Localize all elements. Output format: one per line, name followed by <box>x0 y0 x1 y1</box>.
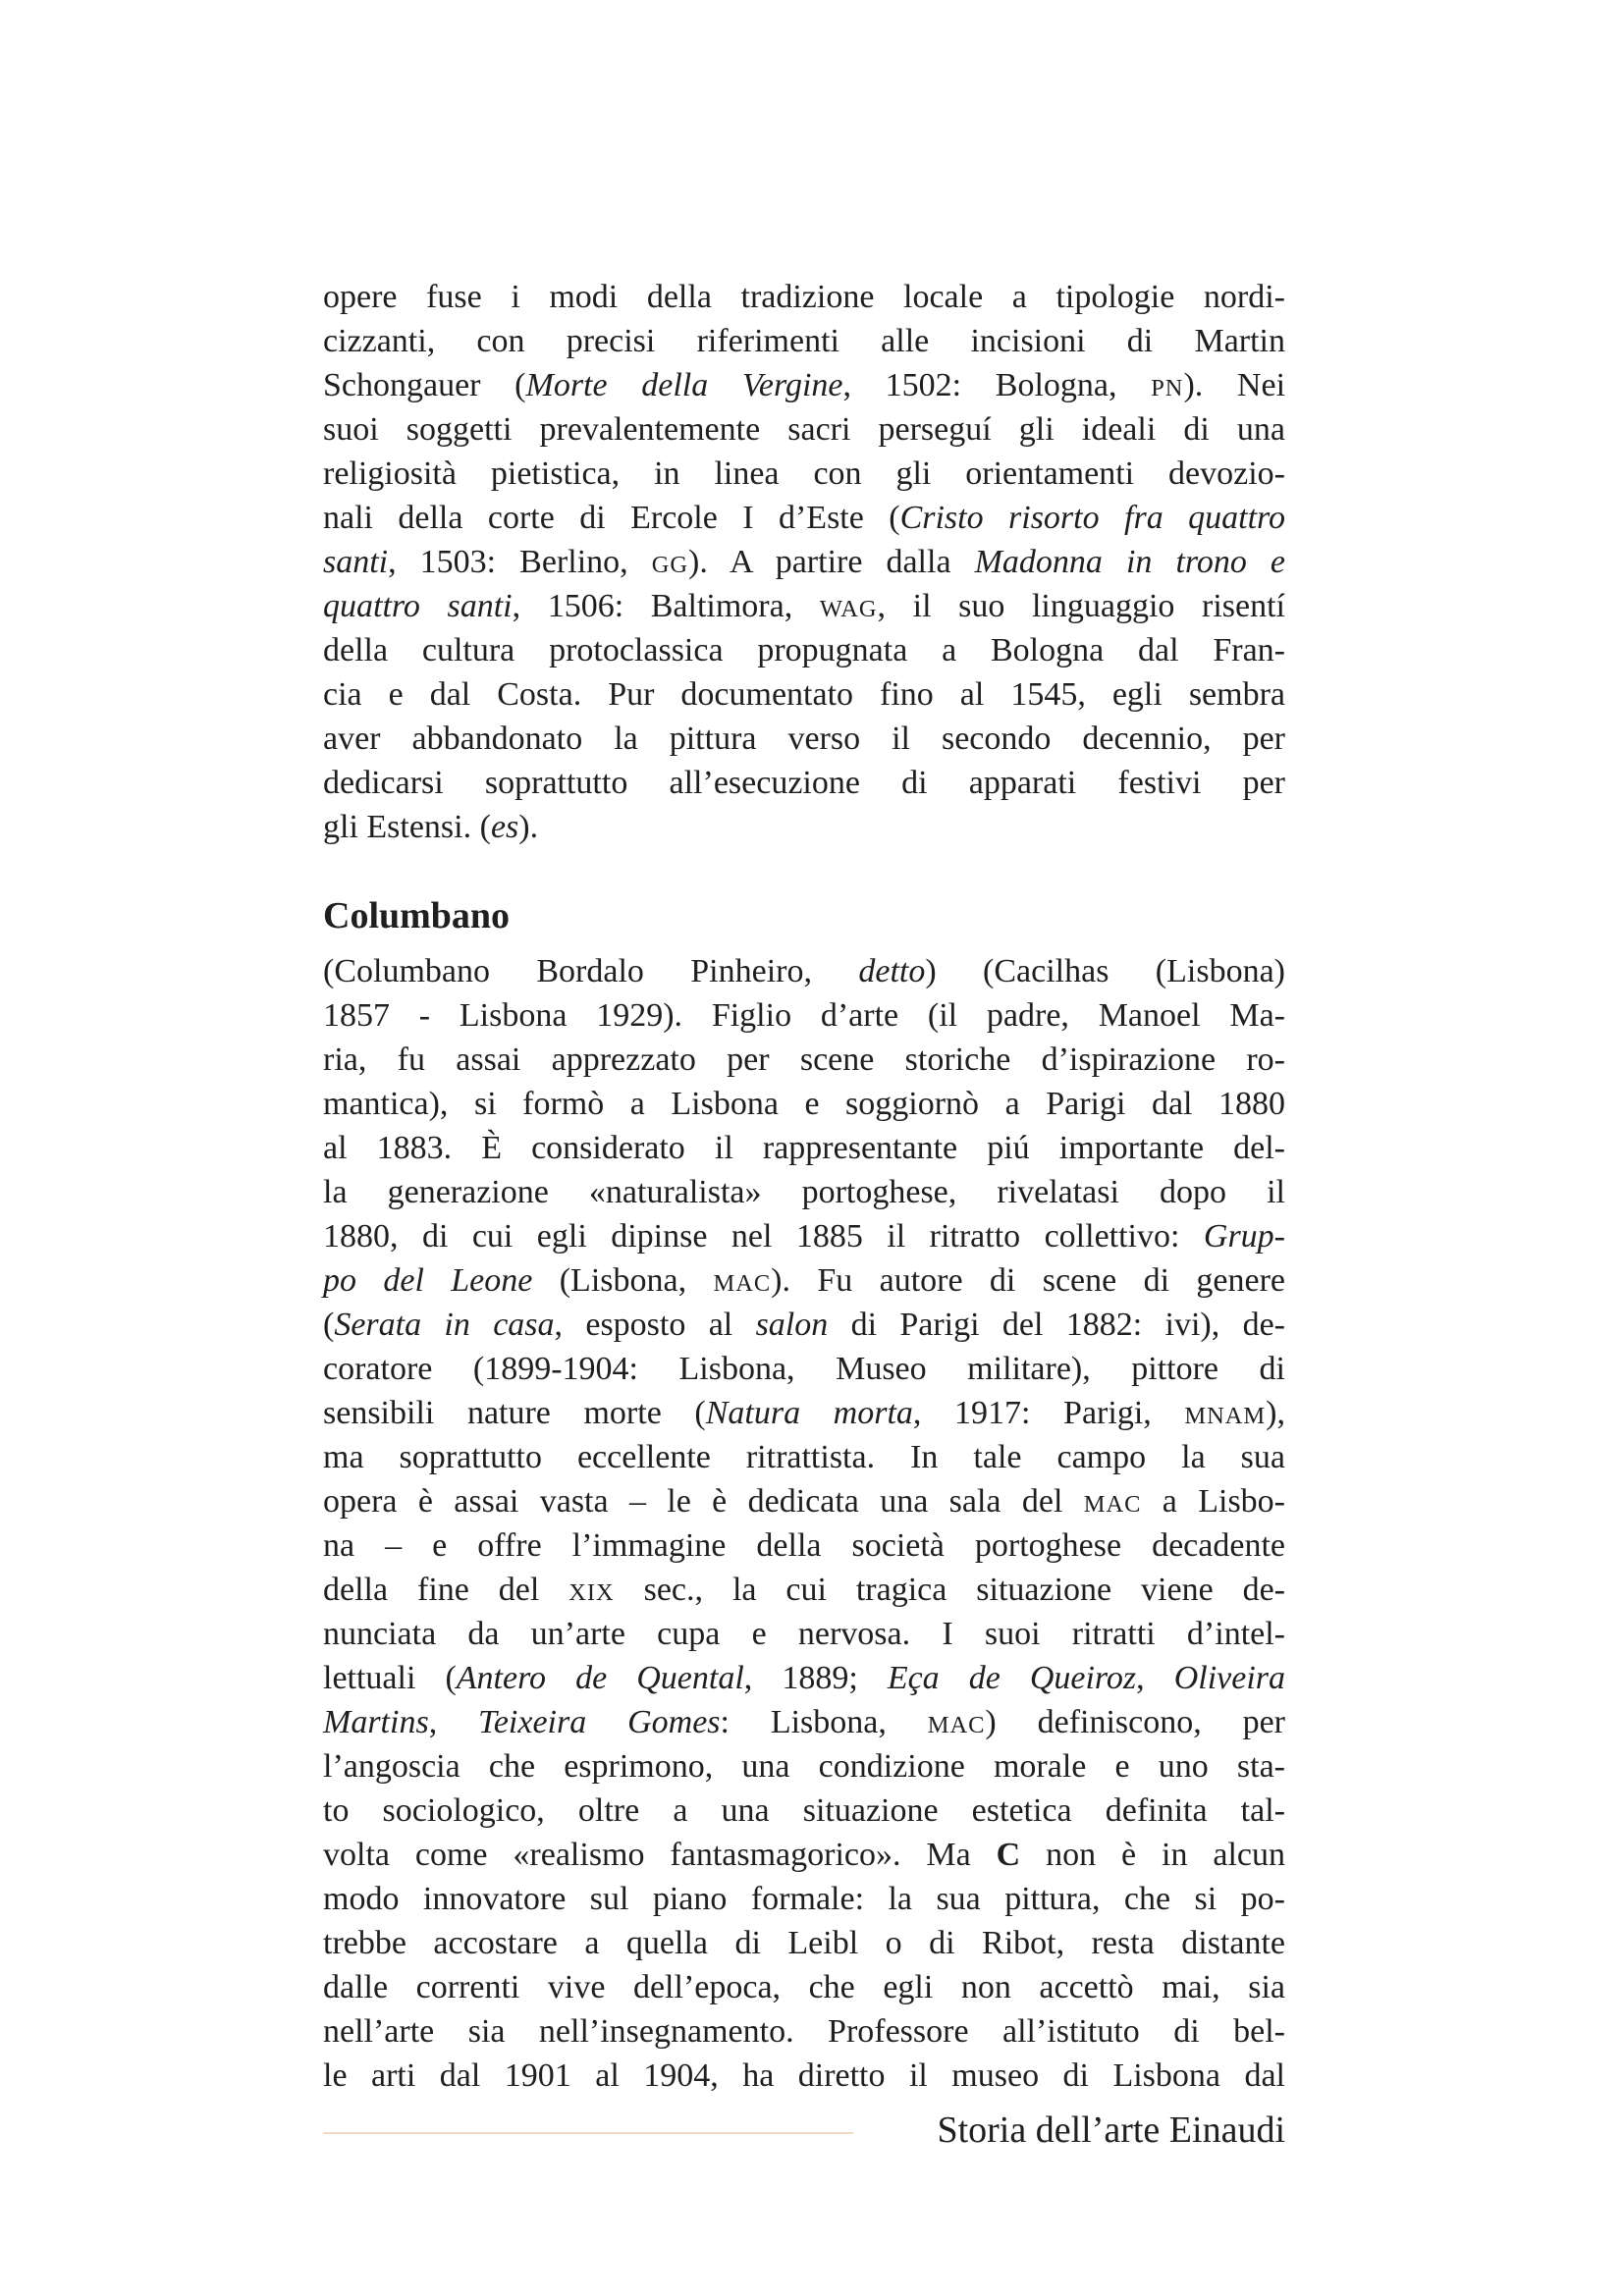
text-line: nunciata da un’arte cupa e nervosa. I suoi ritratti d’intel- <box>323 1616 1285 1652</box>
text-line: religiosità pietistica, in linea con gli orientamenti devozio- <box>323 455 1285 492</box>
text-line: cia e dal Costa. Pur documentato fino al 1545, egli sembra <box>323 676 1285 713</box>
text-line: suoi soggetti prevalentemente sacri perseguí gli ideali di una <box>323 411 1285 448</box>
text-line: trebbe accostare a quella di Leibl o di Ribot, resta distante <box>323 1925 1285 1961</box>
text-line: gli Estensi. (es). <box>323 809 539 845</box>
text-line: (Serata in casa, esposto al salon di Parigi del 1882: ivi), de- <box>323 1307 1285 1343</box>
text-line: Martins, Teixeira Gomes: Lisbona, MAC) definiscono, per <box>323 1704 1285 1740</box>
text-line: nell’arte sia nell’insegnamento. Professore all’istituto di bel- <box>323 2013 1285 2050</box>
text-line: santi, 1503: Berlino, GG). A partire dalla Madonna in trono e <box>323 544 1285 580</box>
text-line: aver abbandonato la pittura verso il secondo decennio, per <box>323 721 1285 757</box>
text-line: dalle correnti vive dell’epoca, che egli non accettò mai, sia <box>323 1969 1285 2005</box>
text-line: Schongauer (Morte della Vergine, 1502: Bologna, PN). Nei <box>323 367 1286 403</box>
text-line: (Columbano Bordalo Pinheiro, detto) (Cacilhas (Lisbona) <box>323 953 1285 989</box>
text-line: cizzanti, con precisi riferimenti alle incisioni di Martin <box>323 323 1285 359</box>
text-line: 1880, di cui egli dipinse nel 1885 il ritratto collettivo: Grup- <box>323 1218 1285 1255</box>
article-body <box>323 275 1285 2098</box>
text-line: della fine del XIX sec., la cui tragica situazione viene de- <box>323 1572 1285 1608</box>
text-line: l’angoscia che esprimono, una condizione morale e uno sta- <box>323 1748 1285 1785</box>
text-line: po del Leone (Lisbona, MAC). Fu autore di scene di genere <box>323 1262 1285 1299</box>
text-line: 1857 - Lisbona 1929). Figlio d’arte (il padre, Manoel Ma- <box>323 997 1285 1034</box>
text-line: della cultura protoclassica propugnata a Bologna dal Fran- <box>323 632 1285 668</box>
text-line: na – e offre l’immagine della società portoghese decadente <box>323 1527 1285 1564</box>
footer-rule <box>323 2132 853 2134</box>
text-line: mantica), si formò a Lisbona e soggiornò a Parigi dal 1880 <box>323 1086 1285 1122</box>
text-line: le arti dal 1901 al 1904, ha diretto il museo di Lisbona dal <box>323 2057 1285 2094</box>
paragraph-giovanni-cortesi <box>323 275 1285 849</box>
text-line: dedicarsi soprattutto all’esecuzione di apparati festivi per <box>323 765 1285 801</box>
paragraph-columbano <box>323 949 1285 2098</box>
text-line: lettuali (Antero de Quental, 1889; Eça de Queiroz, Oliveira <box>323 1660 1285 1696</box>
text-line: opere fuse i modi della tradizione locale a tipologie nordi- <box>323 279 1285 315</box>
text-line: volta come «realismo fantasmagorico». Ma C non è in alcun <box>323 1837 1286 1873</box>
text-line: nali della corte di Ercole I d’Este (Cristo risorto fra quattro <box>323 500 1285 536</box>
text-line: ria, fu assai apprezzato per scene storiche d’ispirazione ro- <box>323 1041 1285 1078</box>
text-line: modo innovatore sul piano formale: la sua pittura, che si po- <box>323 1881 1285 1917</box>
page-footer <box>323 2101 1285 2160</box>
text-line: al 1883. È considerato il rappresentante piú importante del- <box>323 1130 1285 1166</box>
text-line: quattro santi, 1506: Baltimora, WAG, il suo linguaggio risentí <box>323 588 1285 624</box>
text-line: ma soprattutto eccellente ritrattista. In tale campo la sua <box>323 1439 1285 1475</box>
text-line: coratore (1899-1904: Lisbona, Museo militare), pittore di <box>323 1351 1285 1387</box>
footer-title: Storia dell’arte Einaudi <box>937 2109 1285 2151</box>
text-line: la generazione «naturalista» portoghese, rivelatasi dopo il <box>323 1174 1285 1210</box>
text-line: sensibili nature morte (Natura morta, 1917: Parigi, MNAM), <box>323 1395 1285 1431</box>
text-line: to sociologico, oltre a una situazione estetica definita tal- <box>323 1792 1285 1829</box>
entry-heading: Columbano <box>323 895 511 936</box>
text-line: opera è assai vasta – le è dedicata una sala del MAC a Lisbo- <box>323 1483 1286 1520</box>
